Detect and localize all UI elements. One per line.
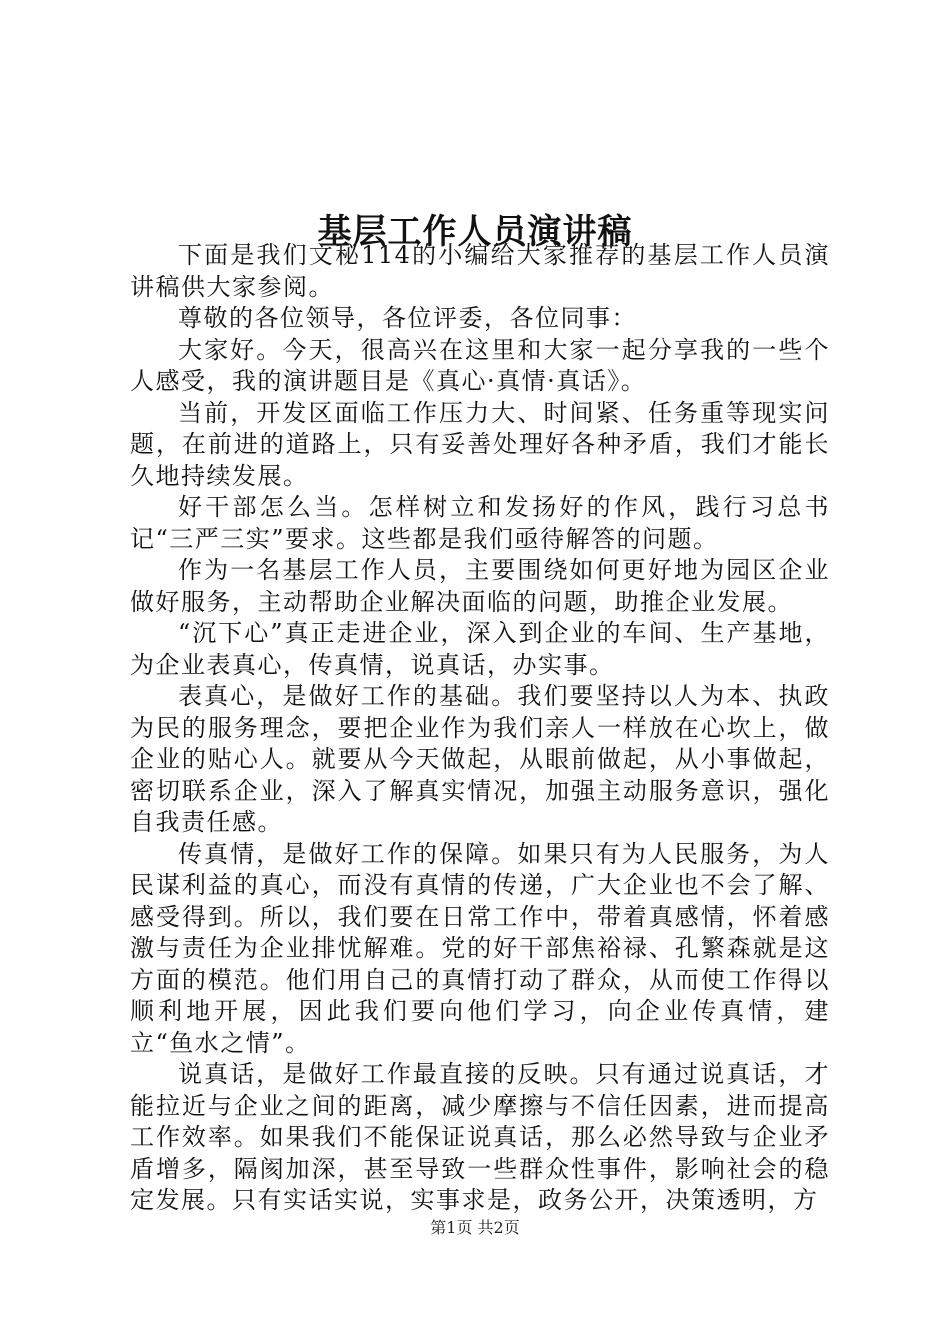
page-footer: 第1页 共2页 (430, 1218, 520, 1237)
paragraph-sincere-heart: 表真心，是做好工作的基础。我们要坚持以人为本、执政为民的服务理念，要把企业作为我们亲人一样放在心坎上，做企业的贴心人。就要从今天做起，从眼前做起，从小事做起，密切联系企业，深入了解真实情况，加强主动服务意识，强化自我责任感。 (130, 682, 830, 836)
paragraph-true-feelings: 传真情，是做好工作的保障。如果只有为人民服务，为人民谋利益的真心，而没有真情的传递，广大企业也不会了解、感受得到。所以，我们要在日常工作中，带着真感情，怀着感激与责任为企业排忧解难。党的好干部焦裕禄、孔繁森就是这方面的模范。他们用自己的真情打动了群众，从而使工作得以顺利地开展，因此我们要向他们学习，向企业传真情，建立“鱼水之情”。 (130, 839, 830, 1057)
paragraph-intro: 下面是我们文秘114的小编给大家推荐的基层工作人员演讲稿供大家参阅。 (130, 241, 830, 301)
paragraph-role: 作为一名基层工作人员，主要围绕如何更好地为园区企业做好服务，主动帮助企业解决面临的问题，助推企业发展。 (130, 556, 830, 616)
paragraph-true-words: 说真话，是做好工作最直接的反映。只有通过说真话，才能拉近与企业之间的距离，减少摩擦与不信任因素，进而提高工作效率。如果我们不能保证说真话，那么必然导致与企业矛盾增多，隔阂加深，甚至导致一些群众性事件，影响社会的稳定发展。只有实话实说，实事求是，政务公开，决策透明，方 (130, 1060, 830, 1214)
paragraph-settle-down: “沉下心”真正走进企业，深入到企业的车间、生产基地，为企业表真心，传真情，说真话，办实事。 (130, 619, 830, 679)
document-body (130, 240, 830, 1217)
paragraph-current-situation: 当前，开发区面临工作压力大、时间紧、任务重等现实问题，在前进的道路上，只有妥善处理好各种矛盾，我们才能长久地持续发展。 (130, 398, 830, 490)
document-title: 基层工作人员演讲稿 (317, 211, 633, 252)
paragraph-good-cadre: 好干部怎么当。怎样树立和发扬好的作风，践行习总书记“三严三实”要求。这些都是我们亟待解答的问题。 (130, 493, 830, 553)
paragraph-salutation: 尊敬的各位领导，各位评委，各位同事： (178, 304, 637, 332)
paragraph-greeting: 大家好。今天，很高兴在这里和大家一起分享我的一些个人感受，我的演讲题目是《真心·真情·真话》。 (130, 335, 830, 395)
